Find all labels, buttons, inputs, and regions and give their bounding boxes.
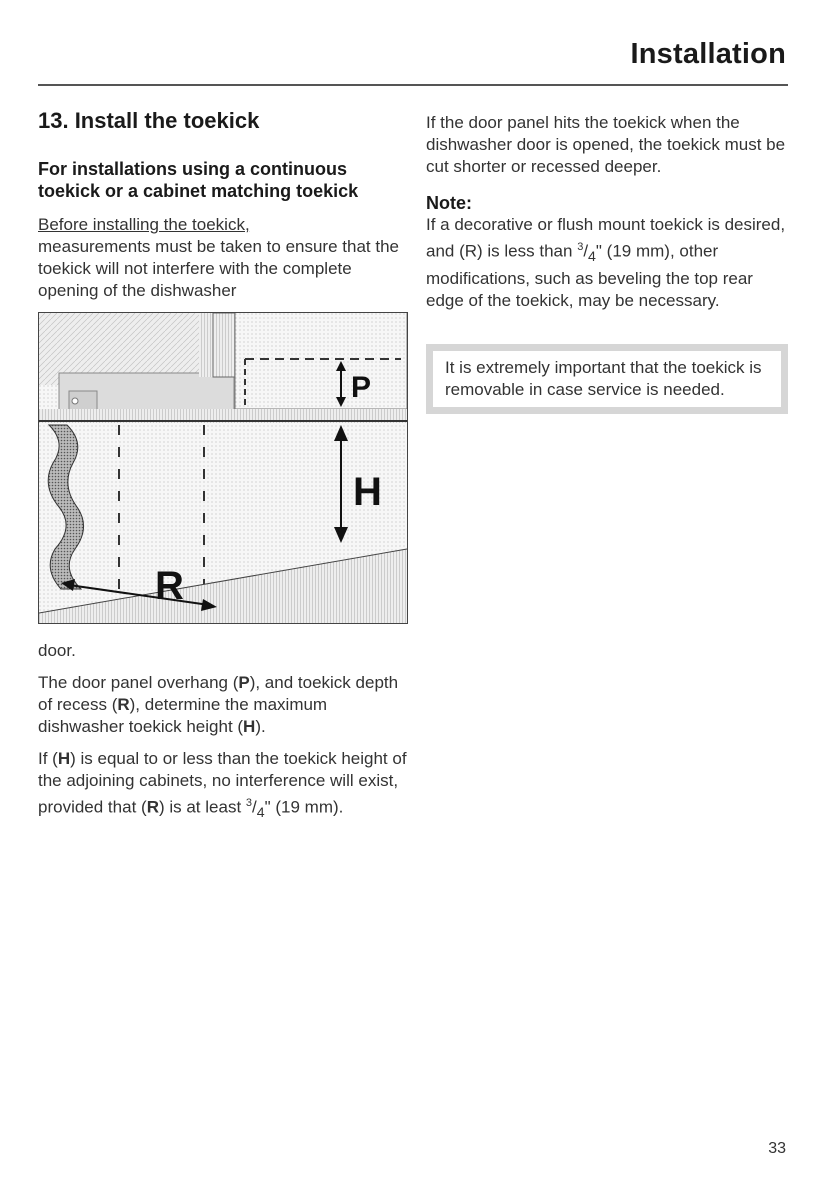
important-callout-box: It is extremely important that the toekick is removable in case service is needed. [426, 344, 788, 414]
header-divider [38, 84, 788, 86]
page-header-title: Installation [630, 38, 786, 70]
page-number: 33 [768, 1140, 786, 1157]
toekick-diagram [38, 312, 408, 624]
bold-r-2: R [146, 797, 159, 817]
bold-h: H [243, 717, 256, 736]
diagram-hinge-pin [72, 398, 78, 404]
intro-underlined-text: Before installing the toekick, [38, 215, 250, 234]
intro-text: measurements must be taken to ensure that the toekick will not interfere with the complete opening of the dishwasher [38, 237, 399, 300]
fraction-denominator: 4 [256, 805, 265, 822]
figure-continuation-text: door. [38, 641, 76, 660]
left-column [38, 108, 410, 834]
fraction-numerator: 3 [245, 797, 253, 809]
diagram-label-p: P [351, 371, 372, 404]
diagram-cabinet-upright [199, 313, 235, 377]
note-fraction-denominator: 4 [588, 249, 596, 266]
right-column [426, 112, 788, 414]
overhang-paragraph: The door panel overhang (P), and toekick depth of recess (R), determine the maximum dishwasher toekick height (H). [38, 673, 399, 736]
interference-paragraph: If (H) is equal to or less than the toekick height of the adjoining cabinets, no interference will exist, provided that (R) is at least $^3/_4$" (19 mm). [38, 749, 407, 822]
diagram-label-r: R [155, 564, 184, 608]
door-panel-paragraph: If the door panel hits the toekick when the dishwasher door is opened, the toekick must be cut shorter or recessed deeper. [426, 113, 786, 176]
section-title: 13. Install the toekick [38, 108, 260, 133]
note-fraction-numerator: 3 [577, 241, 584, 253]
sub-heading: For installations using a continuous toekick or a cabinet matching toekick [38, 159, 359, 201]
note-title: Note: [426, 193, 472, 213]
bold-p: P [238, 673, 250, 692]
intro-paragraph [38, 214, 410, 302]
note-paragraph: If a decorative or flush mount toekick is desired, and (R) is less than $^3/_4$" (19 mm), other modifications, such as beveling the top rear edge of the toekick, may be necessary. [426, 215, 786, 311]
bold-r: R [117, 695, 130, 714]
diagram-label-h: H [353, 470, 382, 514]
bold-h-2: H [57, 749, 71, 768]
